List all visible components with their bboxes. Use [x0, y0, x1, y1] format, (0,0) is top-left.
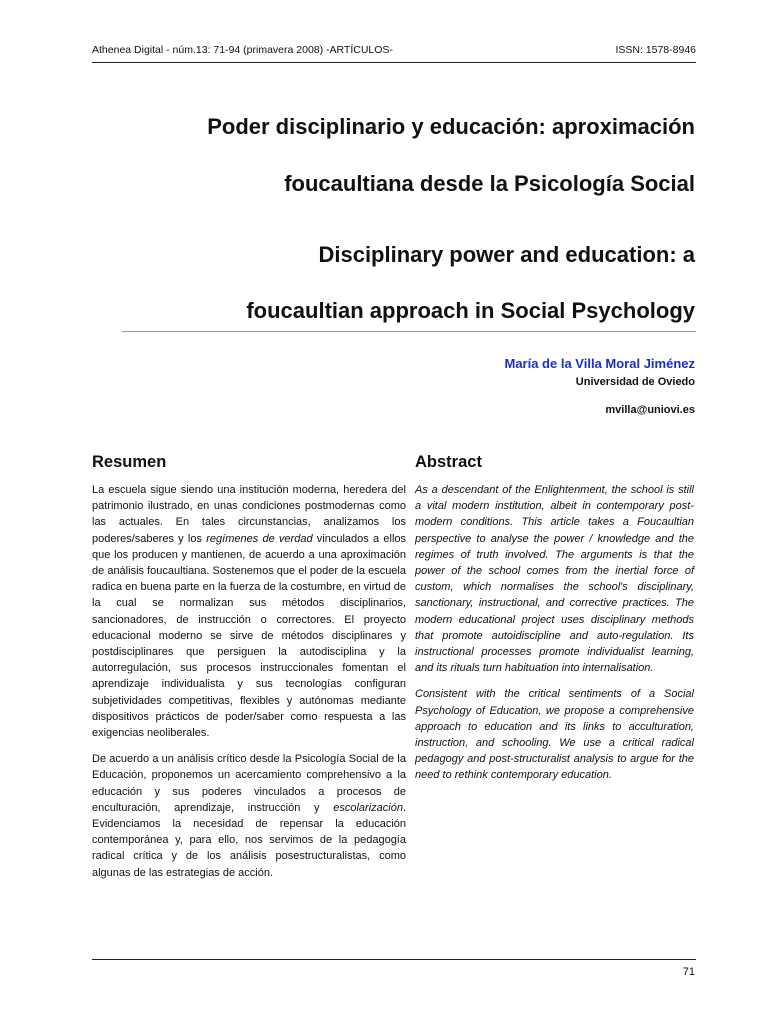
abstract-heading: Abstract: [415, 453, 482, 471]
footer-divider: [92, 959, 696, 960]
resumen-paragraph-1: La escuela sigue siendo una institución moderna, heredera del patrimonio ilustrado, en unas condiciones postmodernas como las actuales. En tales circunstancias, analizamos los poderes/saberes y los regímenes de verdad vinculados a ellos que los producen y mantienen, de acuerdo a una aproximación de análisis foucaultiana. Sostenemos que el poder de la escuela radica en buena parte en la fuerza de la costumbre, en virtud de la cual se normalizan sus métodos disciplinarios, sancionadores, de instrucción o correctores. El proyecto educacional moderno se sirve de métodos disciplinares y postdisciplinares que persiguen la autodisciplina y la autorregulación, sus procesos instruccionales fomentan el aprendizaje individualista y sus tecnologías configuran subjetividades competitivas, flexibles y autónomas mediante dispositivos prácticos de poder/saber como respuesta a las exigencias neoliberales.: [92, 484, 407, 740]
title-spanish-line-2: foucaultiana desde la Psicología Social: [284, 171, 695, 196]
title-divider: [122, 331, 696, 332]
author-email: mvilla@uniovi.es: [605, 404, 695, 416]
resumen-paragraph-2: De acuerdo a un análisis crítico desde la Psicología Social de la Educación, proponemos un acercamiento comprehensivo a la educación y sus poderes vinculados a procesos de enculturación, aprendizaje, instrucción y escolarización. Evidenciamos la necesidad de repensar la educación contemporánea y, para ello, nos servimos de la pedagogía radical crítica y de los análisis posestructuralistas, como algunas de las estrategias de acción.: [92, 753, 406, 879]
author-name: María de la Villa Moral Jiménez: [504, 356, 695, 371]
header-divider: [92, 62, 696, 63]
page-number: 71: [682, 966, 695, 978]
resumen-section: [92, 453, 406, 891]
resumen-heading: Resumen: [92, 453, 167, 471]
title-english-line-1: Disciplinary power and education: a: [318, 242, 695, 267]
abstract-paragraph-2: Consistent with the critical sentiments of a Social Psychology of Education, we propose a comprehensive approach to education and its links to acculturation, instruction, and schooling. We use a critical radical pedagogy and post-structuralist analysis to argue for the need to rethink contemporary education.: [415, 688, 694, 782]
title-spanish-line-1: Poder disciplinario y educación: aproximación: [207, 114, 695, 139]
abstract-paragraph-1: As a descendant of the Enlightenment, the school is still a vital modern institution, albeit in contemporary post-modern conditions. This article takes a Foucaultian perspective to analyse the power / knowledge and the regimes of truth involved. The arguments is that the power of the school comes from the inertial force of custom, which normalises the school's disciplinary, sanctionary, instructional, and corrective practices. The modern educational project uses disciplinary methods that promote autoidiscipline and auto-regulation. Its instructional processes promote individualist learning, and its rituals turn habituation into internalisation.: [415, 484, 694, 675]
abstract-section: [415, 453, 694, 794]
title-english-line-2: foucaultian approach in Social Psychology: [246, 298, 695, 323]
author-affiliation: Universidad de Oviedo: [575, 376, 695, 388]
issn: ISSN: 1578-8946: [615, 44, 696, 56]
journal-citation: Athenea Digital - núm.13: 71-94 (primavera 2008) -ARTÍCULOS-: [92, 44, 393, 56]
